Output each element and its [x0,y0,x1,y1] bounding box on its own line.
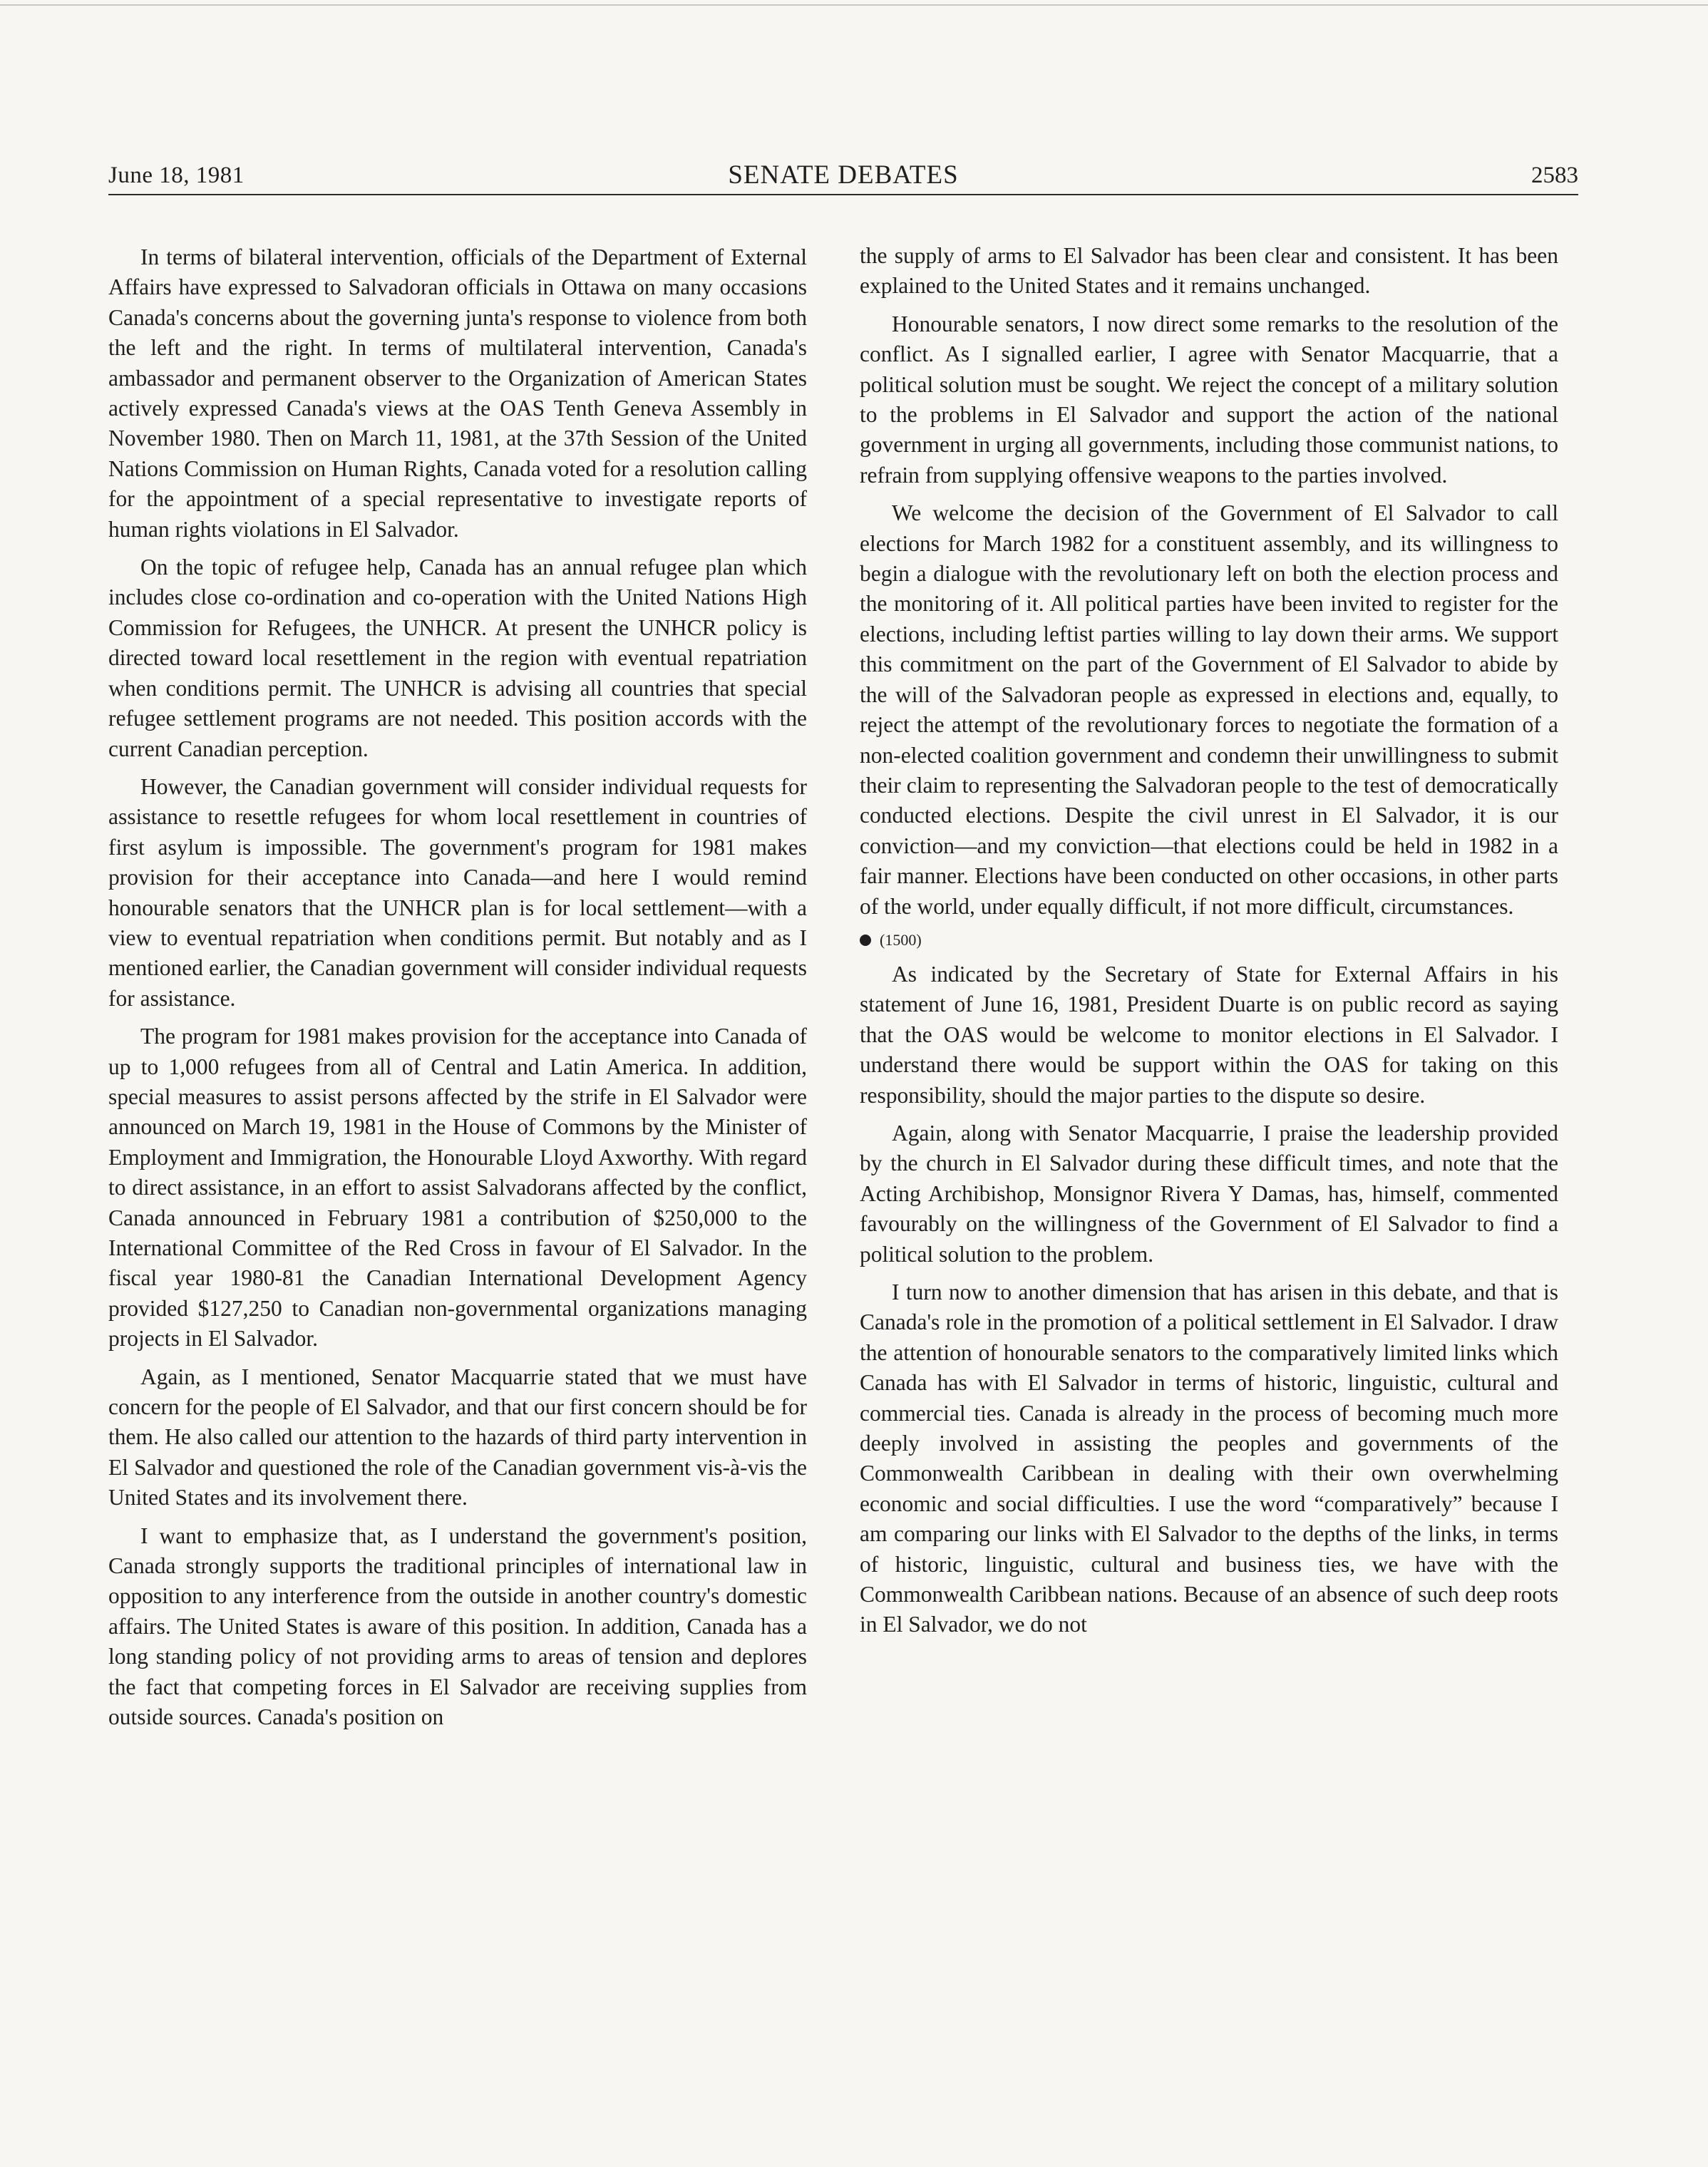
paragraph: Again, along with Senator Macquarrie, I praise the leadership provided by the church in El Salvador during these difficult times, and note that the Acting Archibishop, Monsignor Rivera Y Damas, has, himself, commented favourably on the willingness of the Government of El Salvador to find a political solution to the problem. [860,1120,1558,1267]
page-number: 2583 [1531,163,1578,188]
paragraph: I turn now to another dimension that has arisen in this debate, and that is Canada's role in the promotion of a political settlement in El Salvador. I draw the attention of honourable senators to the comparatively limited links which Canada has with El Salvador in terms of historic, linguistic, cultural and commercial ties. Canada is already in the process of becoming much more deeply involved in assisting the peoples and governments of the Commonwealth Caribbean in dealing with their own overwhelming economic and social difficulties. I use the word “comparatively” because I am comparing our links with El Salvador to the depths of the links, in terms of historic, linguistic, cultural and business ties, we have with the Commonwealth Caribbean nations. Because of an absence of such deep roots in El Salvador, we do not [860,1280,1558,1637]
paragraph: On the topic of refugee help, Canada has an annual refugee plan which includes close co-ordination and co-operation with the United Nations High Commission for Refugees, the UNHCR. At present the UNHCR policy is directed toward local resettlement in the region with eventual repatriation when conditions permit. The UNHCR is advising all countries that special refugee settlement programs are not needed. This position accords with the current Canadian perception. [108,555,807,761]
left-column [108,242,807,1741]
paragraph: We welcome the decision of the Government of El Salvador to call elections for March 1982 for a constituent assembly, and its willingness to begin a dialogue with the revolutionary left on both the election process and the monitoring of it. All political parties have been invited to register for the elections, including leftist parties willing to lay down their arms. We support this commitment on the part of the Government of El Salvador to abide by the will of the Salvadoran people as expressed in elections and, equally, to reject the attempt of the revolutionary forces to negotiate the formation of a non-elected coalition government and condemn their unwillingness to submit their claim to representing the Salvadoran people to the test of democratically conducted elections. Despite the civil unrest in El Salvador, it is our conviction—and my conviction—that elections could be held in 1982 in a fair manner. Elections have been conducted on other occasions, in other parts of the world, under equally difficult, if not more difficult, circumstances. [860,500,1558,919]
paragraph: Honourable senators, I now direct some remarks to the resolution of the conflict. As I signalled earlier, I agree with Senator Macquarrie, that a political solution must be sought. We reject the concept of a military solution to the problems in El Salvador and support the action of the national government in urging all governments, including those communist nations, to refrain from supplying offensive weapons to the parties involved. [860,311,1558,488]
header-title: SENATE DEBATES [728,160,959,190]
page-header [108,158,1578,195]
header-date: June 18, 1981 [108,163,245,188]
time-marker-label: (1500) [880,930,922,949]
right-column [860,241,1558,1648]
paragraph: Again, as I mentioned, Senator Macquarrie stated that we must have concern for the people of El Salvador, and that our first concern should be for them. He also called our attention to the hazards of third party intervention in El Salvador and questioned the role of the Canadian government vis-à-vis the United States and its involvement there. [108,1364,807,1510]
paragraph: As indicated by the Secretary of State for External Affairs in his statement of June 16, 1981, President Duarte is on public record as saying that the OAS would be welcome to monitor elections in El Salvador. I understand there would be support within the OAS for taking on this responsibility, should the major parties to the dispute so desire. [860,961,1558,1108]
time-marker [860,930,1558,951]
paragraph: However, the Canadian government will consider individual requests for assistance to resettle refugees for whom local resettlement in countries of first asylum is impossible. The government's program for 1981 makes provision for their acceptance into Canada—and here I would remind honourable senators that the UNHCR plan is for local settlement—with a view to eventual repatriation when conditions permit. But notably and as I mentioned earlier, the Canadian government will consider individual requests for assistance. [108,773,807,1011]
paragraph: The program for 1981 makes provision for the acceptance into Canada of up to 1,000 refugees from all of Central and Latin America. In addition, special measures to assist persons affected by the strife in El Salvador were announced on March 19, 1981 in the House of Commons by the Minister of Employment and Immigration, the Honourable Lloyd Axworthy. With regard to direct assistance, in an effort to assist Salvadorans affected by the conflict, Canada announced in February 1981 a contribution of $250,000 to the International Committee of the Red Cross in favour of El Salvador. In the fiscal year 1980-81 the Canadian International Development Agency provided $127,250 to Canadian non-governmental organizations managing projects in El Salvador. [108,1024,807,1352]
header-rule [108,194,1578,195]
paragraph: I want to emphasize that, as I understand the government's position, Canada strongly supports the traditional principles of international law in opposition to any interference from the outside in another country's domestic affairs. The United States is aware of this position. In addition, Canada has a long standing policy of not providing arms to areas of tension and deplores the fact that competing forces in El Salvador are receiving supplies from outside sources. Canada's position on [108,1523,807,1730]
paragraph: In terms of bilateral intervention, officials of the Department of External Affairs have expressed to Salvadoran officials in Ottawa on many occasions Canada's concerns about the governing junta's response to violence from both the left and the right. In terms of multilateral intervention, Canada's ambassador and permanent observer to the Organization of American States actively expressed Canada's views at the OAS Tenth Geneva Assembly in November 1980. Then on March 11, 1981, at the 37th Session of the United Nations Commission on Human Rights, Canada voted for a resolution calling for the appointment of a special representative to investigate reports of human rights violations in El Salvador. [108,245,807,542]
continued-paragraph: the supply of arms to El Salvador has been clear and consistent. It has been explained to the United States and it remains unchanged. [860,243,1558,299]
scan-top-edge [0,4,1708,6]
bullet-icon [860,935,871,946]
